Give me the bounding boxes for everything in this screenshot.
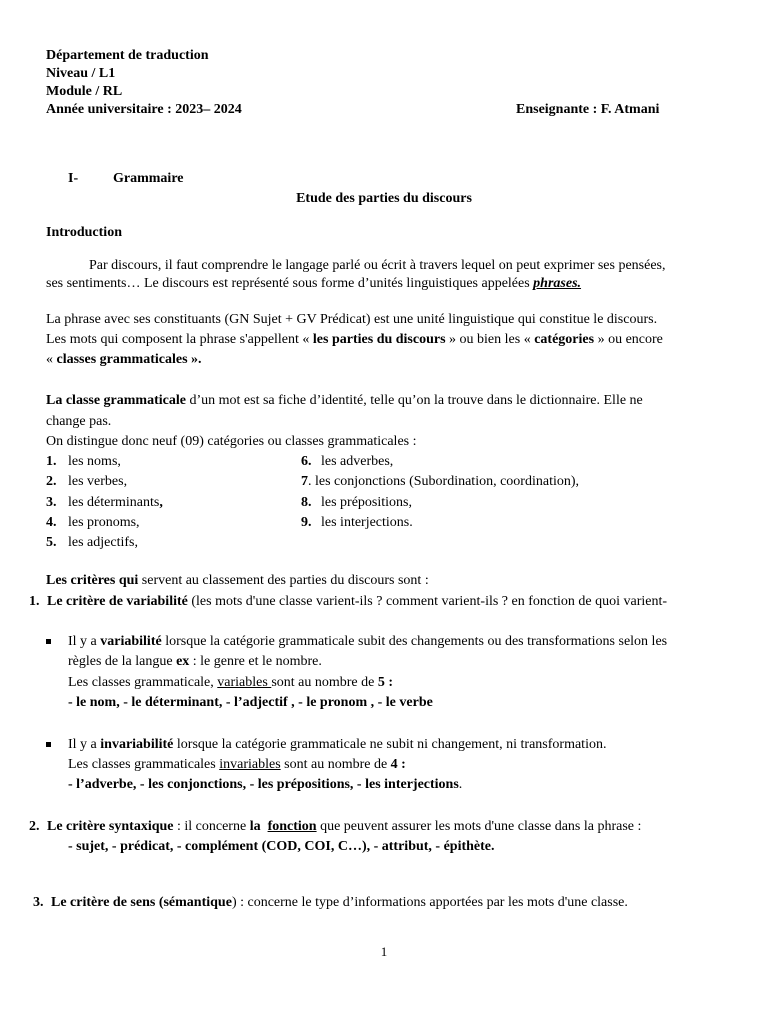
count: 5 :: [377, 675, 394, 690]
critere-2-list: - sujet, - prédicat, - complément (COD, COI, C…), - attribut, - épithète.: [68, 839, 495, 854]
list-number: 4.: [46, 515, 57, 530]
list-label: les déterminants: [68, 495, 160, 510]
variabilite-line-3: [68, 673, 393, 693]
header-department: Département de traduction: [46, 48, 209, 63]
text: Il y a: [68, 634, 101, 649]
critere-2-heading: [29, 817, 642, 837]
page-subtitle: Etude des parties du discours: [296, 191, 472, 206]
term-categories: catégories: [534, 332, 595, 347]
intro-paragraph-1-line-1: Par discours, il faut comprendre le langage parlé ou écrit à travers lequel on peut exprimer ses pensées,: [89, 258, 666, 273]
term-invariabilite: invariabilité: [100, 737, 174, 752]
text: que peuvent assurer les mots d'une classe dans la phrase :: [316, 819, 642, 834]
category-item: [46, 452, 121, 472]
text: Les classes grammaticales: [68, 757, 220, 772]
term-critere-variabilite: Le critère de variabilité: [47, 594, 188, 609]
category-item: [301, 452, 394, 472]
term-classes-grammaticales: classes grammaticales ».: [56, 352, 202, 367]
term-ex: ex: [176, 654, 190, 669]
list-label: les noms,: [68, 454, 121, 469]
bullet-icon: [46, 742, 51, 747]
term-critere-syntaxique: Le critère syntaxique: [47, 819, 174, 834]
term-fonction: fonction: [267, 819, 317, 834]
intro-paragraph-2-line-3: [46, 350, 202, 370]
text: : il concerne: [173, 819, 250, 834]
phrases-term: phrases.: [533, 276, 582, 291]
invariabilite-line-1: [68, 735, 606, 755]
list-label: les adjectifs,: [68, 535, 138, 550]
text: «: [46, 352, 57, 367]
list-label: les adverbes,: [321, 454, 394, 469]
term-parties-du-discours: les parties du discours: [312, 332, 446, 347]
list-number: 2.: [46, 474, 57, 489]
list-number: 9.: [301, 515, 312, 530]
category-item: [46, 533, 138, 553]
term-critere-sens: Le critère de sens (sémantique: [51, 895, 232, 910]
text: d’un mot est sa fiche d’identité, telle qu’on la trouve dans le dictionnaire. Elle ne: [185, 393, 643, 408]
critere-1-heading: [29, 592, 668, 612]
variabilite-line-1: [68, 632, 667, 652]
category-item: [301, 472, 579, 492]
header-teacher: Enseignante : F. Atmani: [516, 102, 660, 117]
list-number: 5.: [46, 535, 57, 550]
list-number: 7: [301, 474, 308, 489]
critere-3-heading: [33, 893, 628, 913]
list-number: 8.: [301, 495, 312, 510]
text: : le genre et le nombre.: [189, 654, 322, 669]
text: la: [249, 819, 261, 834]
intro-paragraph-2-line-1: La phrase avec ses constituants (GN Sujet + GV Prédicat) est une unité linguistique qui constitue le discours.: [46, 312, 658, 327]
invariabilite-list: [68, 775, 462, 795]
list-number: 2.: [29, 819, 40, 834]
list: - l’adverbe, - les conjonctions, - les prépositions, - les interjections: [68, 777, 459, 792]
text: Les mots qui composent la phrase s'appellent «: [46, 332, 313, 347]
header-year: Année universitaire : 2023– 2024: [46, 102, 242, 117]
bullet-icon: [46, 639, 51, 644]
list-label: les interjections.: [321, 515, 413, 530]
term-variabilite: variabilité: [100, 634, 162, 649]
list-label: . les conjonctions (Subordination, coordination),: [308, 474, 580, 489]
intro-heading: Introduction: [46, 225, 122, 240]
term-invariables: invariables: [219, 757, 281, 772]
category-item: [301, 493, 412, 513]
text: lorsque la catégorie grammaticale ne subit ni changement, ni transformation.: [173, 737, 607, 752]
category-item: [46, 472, 128, 492]
list-label: les verbes,: [68, 474, 128, 489]
text: » ou encore: [594, 332, 663, 347]
text: sont au nombre de: [271, 675, 378, 690]
text: servent au classement des parties du discours sont :: [138, 573, 429, 588]
text: .: [458, 777, 463, 792]
text: ) : concerne le type d’informations apportées par les mots d'une classe.: [231, 895, 628, 910]
category-item: [46, 513, 140, 533]
variabilite-line-2: [68, 652, 322, 672]
classe-line-1: [46, 391, 643, 411]
category-item: [46, 493, 163, 513]
list-number: 3.: [46, 495, 57, 510]
text: ses sentiments… Le discours est représenté sous forme d’unités linguistiques appelées: [46, 276, 534, 291]
text: [261, 819, 268, 834]
text: (les mots d'une classe varient-ils ? comment varient-ils ? en fonction de quoi varient-: [187, 594, 668, 609]
list-number: 6.: [301, 454, 312, 469]
list-number: 1.: [46, 454, 57, 469]
text: lorsque la catégorie grammaticale subit des changements ou des transformations selon les: [161, 634, 668, 649]
text: » ou bien les «: [445, 332, 535, 347]
list-tail: ,: [159, 495, 163, 510]
header-module: Module / RL: [46, 84, 123, 99]
text: sont au nombre de: [280, 757, 391, 772]
section-title: Grammaire: [113, 171, 184, 186]
intro-paragraph-2-line-2: [46, 330, 663, 350]
term-criteres: Les critères qui: [46, 573, 139, 588]
text: Les classes grammaticale,: [68, 675, 218, 690]
intro-paragraph-1-line-2: [46, 274, 581, 294]
term-classe-grammaticale: La classe grammaticale: [46, 393, 186, 408]
list-label: les prépositions,: [321, 495, 412, 510]
section-number: I-: [68, 171, 79, 186]
list-number: 1.: [29, 594, 40, 609]
page-number: 1: [380, 944, 388, 959]
classe-line-3: On distingue donc neuf (09) catégories ou classes grammaticales :: [46, 434, 417, 449]
term-variables: variables: [217, 675, 272, 690]
list-label: les pronoms,: [68, 515, 140, 530]
text: Il y a: [68, 737, 101, 752]
criteres-intro: [46, 571, 429, 591]
text: règles de la langue: [68, 654, 177, 669]
classe-line-2: change pas.: [46, 414, 112, 429]
list-number: 3.: [33, 895, 44, 910]
count: 4 :: [390, 757, 406, 772]
invariabilite-line-2: [68, 755, 406, 775]
category-item: [301, 513, 413, 533]
variabilite-list: - le nom, - le déterminant, - l’adjectif , - le pronom , - le verbe: [68, 695, 433, 710]
header-level: Niveau / L1: [46, 66, 116, 81]
